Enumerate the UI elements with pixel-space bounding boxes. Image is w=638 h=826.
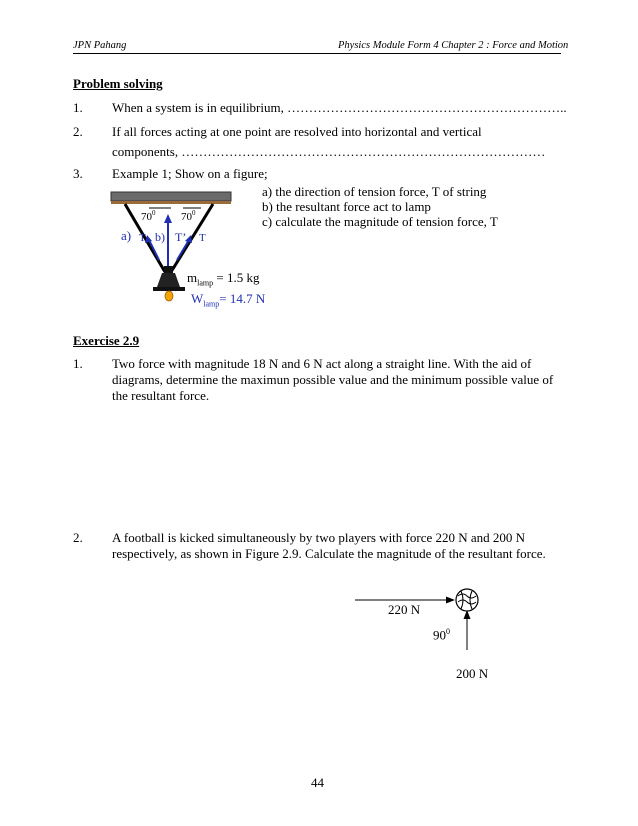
- angle-left: $70^0$: [141, 209, 156, 223]
- exercise-text: Two force with magnitude 18 N and 6 N act along a straight line. With the aid of diagrams, determine the maximun possible value and the minimum possible value of the resultant force.: [112, 356, 554, 403]
- exercise-number: 2.: [73, 530, 83, 545]
- resultant-arrow-head: [164, 214, 172, 223]
- angle-right: $70^0$: [181, 209, 196, 223]
- label-tension-right: T: [199, 232, 206, 244]
- label-b: b): [155, 230, 165, 244]
- exercise-text: A football is kicked simultaneously by two players with force 220 N and 200 N respectively, as shown in Figure 2.9. Calculate the magnitude of the resultant force.: [112, 530, 546, 561]
- exercise-heading: Exercise 2.9: [73, 333, 140, 348]
- header-right: Physics Module Form 4 Chapter 2 : Force and Motion: [338, 40, 569, 51]
- header-rule: [73, 53, 561, 54]
- force-vertical-label: 200 N: [456, 666, 489, 681]
- angle-label: $90^0$: [433, 627, 450, 643]
- lamp-mass: $m_{lamp} = 1.5$ kg: [187, 270, 260, 288]
- task-c: c) calculate the magnitude of tension force, T: [262, 214, 498, 229]
- light-bulb: [165, 291, 173, 301]
- football-figure: [355, 580, 495, 650]
- task-a: a) the direction of tension force, T of string: [262, 184, 487, 199]
- force-horizontal-label: 220 N: [388, 602, 421, 617]
- item-text-continued: components, …………………………………………………………………………: [112, 144, 546, 159]
- header-left: JPN Pahang: [73, 40, 127, 51]
- item-text: If all forces acting at one point are resolved into horizontal and vertical: [112, 124, 482, 139]
- lamp-cap: [164, 266, 173, 273]
- exercise-number: 1.: [73, 356, 83, 371]
- label-resultant: T’: [175, 230, 187, 244]
- football-icon: [456, 589, 478, 611]
- item-number: 3.: [73, 166, 83, 181]
- item-text: Example 1; Show on a figure;: [112, 166, 268, 181]
- lamp-rim: [153, 287, 185, 291]
- lamp-shade: [157, 273, 180, 287]
- item-number: 1.: [73, 100, 83, 115]
- item-text: When a system is in equilibrium, ………………………………………………………..: [112, 100, 567, 115]
- problem-solving-heading: Problem solving: [73, 76, 163, 91]
- force-horizontal-arrow-head: [446, 597, 455, 604]
- task-b: b) the resultant force act to lamp: [262, 199, 431, 214]
- ceiling-edge: [111, 201, 231, 204]
- lamp-weight: $W_{lamp}= 14.7$ N: [191, 291, 266, 309]
- ceiling-beam: [111, 192, 231, 201]
- label-a: a): [121, 228, 132, 243]
- page-number: 44: [311, 775, 324, 790]
- label-tension-left: T: [139, 232, 146, 244]
- item-number: 2.: [73, 124, 83, 139]
